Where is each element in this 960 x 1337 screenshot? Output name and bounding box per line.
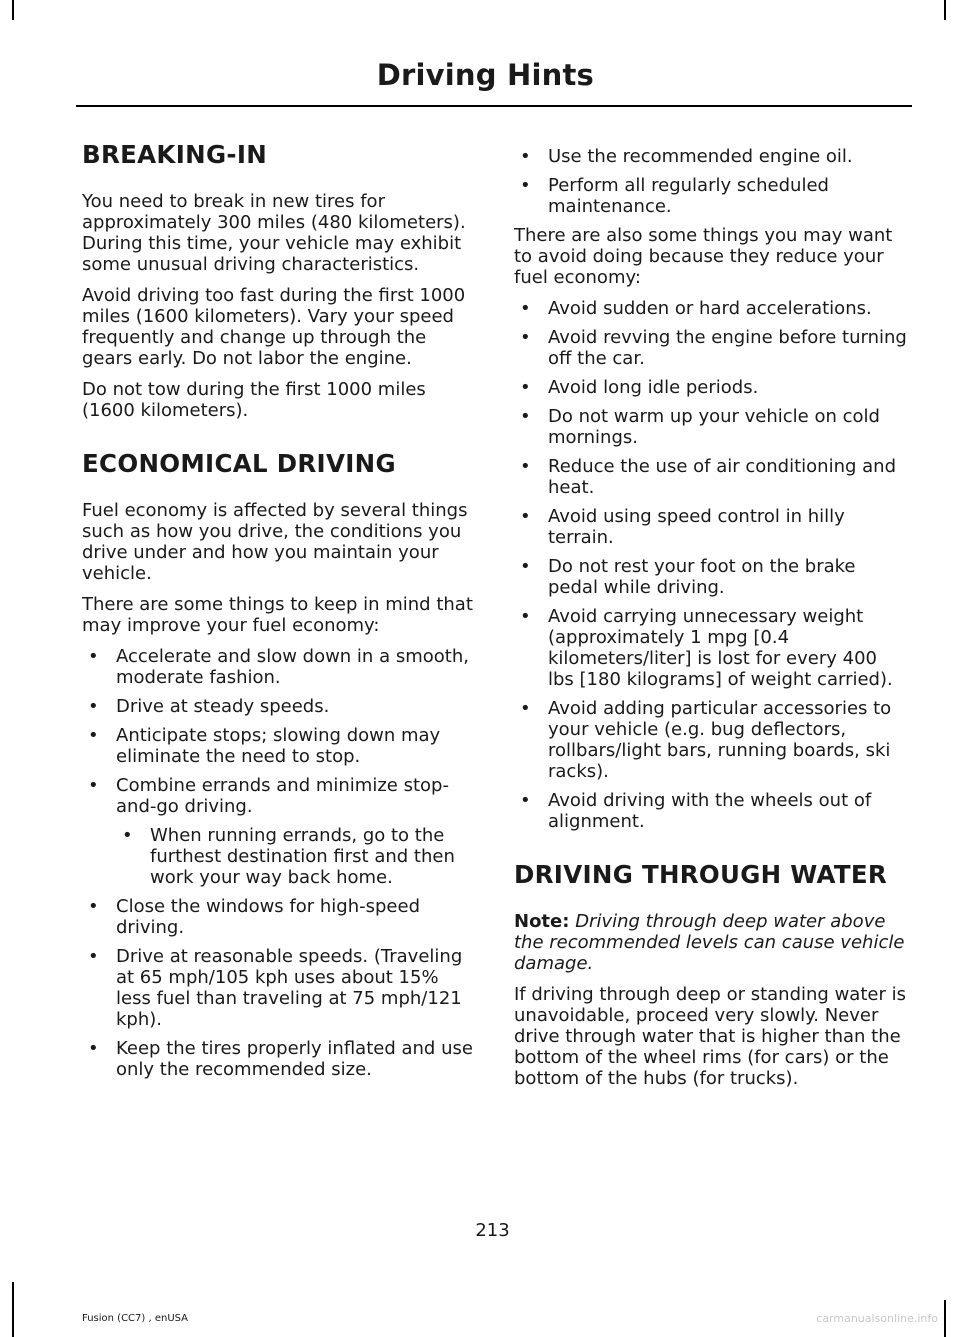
list-item: • Use the recommended engine oil. — [514, 146, 908, 167]
list-item: • Avoid using speed control in hilly terrain. — [514, 506, 908, 548]
list-item: • Close the windows for high-speed driving. — [82, 896, 476, 938]
paragraph: Fuel economy is affected by several things such as how you drive, the conditions you drive under and how you maintain your vehicle. — [82, 500, 468, 584]
list-item: • Avoid driving with the wheels out of alignment. — [514, 790, 908, 832]
document-id: Fusion (CC7) , enUSA — [82, 1313, 189, 1324]
fuel-economy-tips-list — [82, 646, 476, 1080]
list-item: • Combine errands and minimize stop-and-go driving. — [82, 775, 476, 817]
list-item: • Drive at reasonable speeds. (Traveling at 65 mph/105 kph uses about 15% less fuel than traveling at 75 mph/121 kph). — [82, 946, 476, 1030]
sub-list-item: • When running errands, go to the furthest destination first and then work your way back home. — [82, 825, 476, 888]
paragraph: Do not tow during the first 1000 miles (1600 kilometers). — [82, 379, 426, 421]
list-item: • Avoid sudden or hard accelerations. — [514, 298, 908, 319]
paragraph: There are also some things you may want to avoid doing because they reduce your fuel economy: — [514, 225, 893, 288]
crop-mark — [12, 0, 14, 20]
list-item: • Drive at steady speeds. — [82, 696, 476, 717]
paragraph: There are some things to keep in mind that may improve your fuel economy: — [82, 594, 473, 636]
left-column — [82, 140, 476, 1088]
paragraph: Avoid driving too fast during the first 1000 miles (1600 kilometers). Vary your speed frequently and change up through the gears early. Do not labor the engine. — [82, 285, 466, 369]
list-item: • Avoid revving the engine before turning off the car. — [514, 327, 908, 369]
list-item: • Accelerate and slow down in a smooth, moderate fashion. — [82, 646, 476, 688]
paragraph: You need to break in new tires for approximately 300 miles (480 kilometers). During this time, your vehicle may exhibit some unusual driving characteristics. — [82, 191, 466, 275]
crop-mark — [944, 1300, 946, 1337]
list-item: • Do not rest your foot on the brake pedal while driving. — [514, 556, 908, 598]
watermark: carmanualsonline.info — [816, 1312, 938, 1325]
list-item: • Do not warm up your vehicle on cold mornings. — [514, 406, 908, 448]
crop-mark — [12, 1282, 14, 1337]
header-rule — [76, 105, 912, 107]
driving-through-water-heading: DRIVING THROUGH WATER — [514, 860, 888, 889]
list-item: • Avoid adding particular accessories to your vehicle (e.g. bug deflectors, rollbars/light bars, running boards, ski racks). — [514, 698, 908, 782]
crop-mark — [944, 0, 946, 20]
list-item: • Anticipate stops; slowing down may eliminate the need to stop. — [82, 725, 476, 767]
maintenance-tips-list — [514, 146, 908, 217]
right-column — [514, 146, 908, 1099]
list-item: • Avoid long idle periods. — [514, 377, 908, 398]
breaking-in-heading: BREAKING-IN — [82, 140, 268, 169]
economical-driving-heading: ECONOMICAL DRIVING — [82, 449, 396, 478]
note-paragraph — [514, 911, 908, 974]
note-text: Driving through deep water above the recommended levels can cause vehicle damage. — [514, 911, 905, 974]
list-item: • Reduce the use of air conditioning and heat. — [514, 456, 908, 498]
note-label: Note: — [514, 911, 570, 932]
page-number: 213 — [475, 1220, 510, 1241]
page-header-title: Driving Hints — [376, 58, 594, 92]
list-item: • Avoid carrying unnecessary weight (approximately 1 mpg [0.4 kilometers/liter] is lost for every 400 lbs [180 kilograms] of weight carried). — [514, 606, 908, 690]
avoid-list — [514, 298, 908, 832]
list-item: • Perform all regularly scheduled maintenance. — [514, 175, 908, 217]
paragraph: If driving through deep or standing water is unavoidable, proceed very slowly. Never drive through water that is higher than the bottom of the wheel rims (for cars) or the bottom of the hubs (for trucks). — [514, 984, 906, 1089]
list-item: • Keep the tires properly inflated and use only the recommended size. — [82, 1038, 476, 1080]
